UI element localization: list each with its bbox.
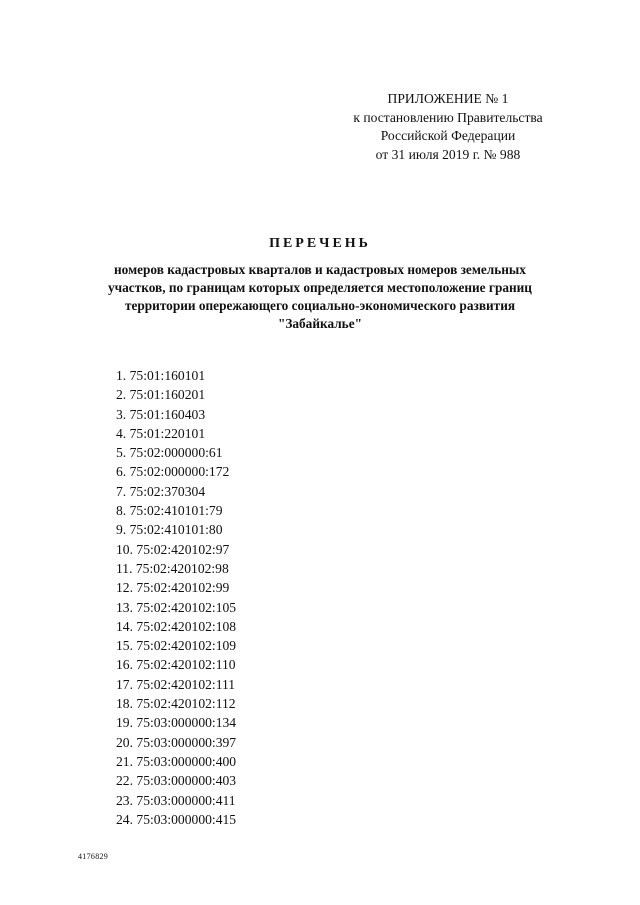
cadastral-number-list [116,366,236,829]
list-item: 20. 75:03:000000:397 [116,734,237,750]
list-item: 15. 75:02:420102:109 [116,638,237,654]
list-item: 24. 75:03:000000:415 [116,811,237,827]
list-item: 21. 75:03:000000:400 [116,753,237,769]
list-item: 23. 75:03:000000:411 [116,792,236,808]
subtitle-line: "Забайкалье" [277,316,362,331]
subtitle-line: номеров кадастровых кварталов и кадастровых номеров земельных [114,262,526,277]
list-item: 22. 75:03:000000:403 [116,773,237,789]
list-item: 1. 75:01:160101 [116,368,206,383]
subtitle-line: участков, по границам которых определяется местоположение границ [108,280,532,295]
list-item: 9. 75:02:410101:80 [116,522,223,538]
list-item: 18. 75:02:420102:112 [116,696,236,712]
appendix-date-number-line: от 31 июля 2019 г. № 988 [375,146,521,162]
list-item: 8. 75:02:410101:79 [116,503,223,519]
list-item: 7. 75:02:370304 [116,483,206,499]
list-item: 3. 75:01:160403 [116,406,206,422]
list-item: 16. 75:02:420102:110 [116,657,236,673]
list-item: 4. 75:01:220101 [116,425,206,441]
list-item: 10. 75:02:420102:97 [116,541,230,557]
document-title: ПЕРЕЧЕНЬ [269,236,371,251]
document-code: 4176829 [78,852,109,861]
appendix-title: ПРИЛОЖЕНИЕ № 1 [387,91,509,106]
list-item: 2. 75:01:160201 [116,387,206,403]
appendix-authority-line: Российской Федерации [380,128,516,143]
list-item: 12. 75:02:420102:99 [116,580,230,596]
appendix-header [330,90,566,164]
list-item: 17. 75:02:420102:111 [116,676,236,692]
subtitle-line: территории опережающего социально-экономического развития [124,298,516,313]
list-item: 6. 75:02:000000:172 [116,464,230,480]
list-item: 11. 75:02:420102:98 [116,560,229,576]
list-item: 19. 75:03:000000:134 [116,715,237,731]
document-subtitle [60,261,580,333]
list-item: 13. 75:02:420102:105 [116,599,237,615]
list-item: 5. 75:02:000000:61 [116,445,223,461]
appendix-resolution-line: к постановлению Правительства [353,109,543,125]
list-item: 14. 75:02:420102:108 [116,618,237,634]
